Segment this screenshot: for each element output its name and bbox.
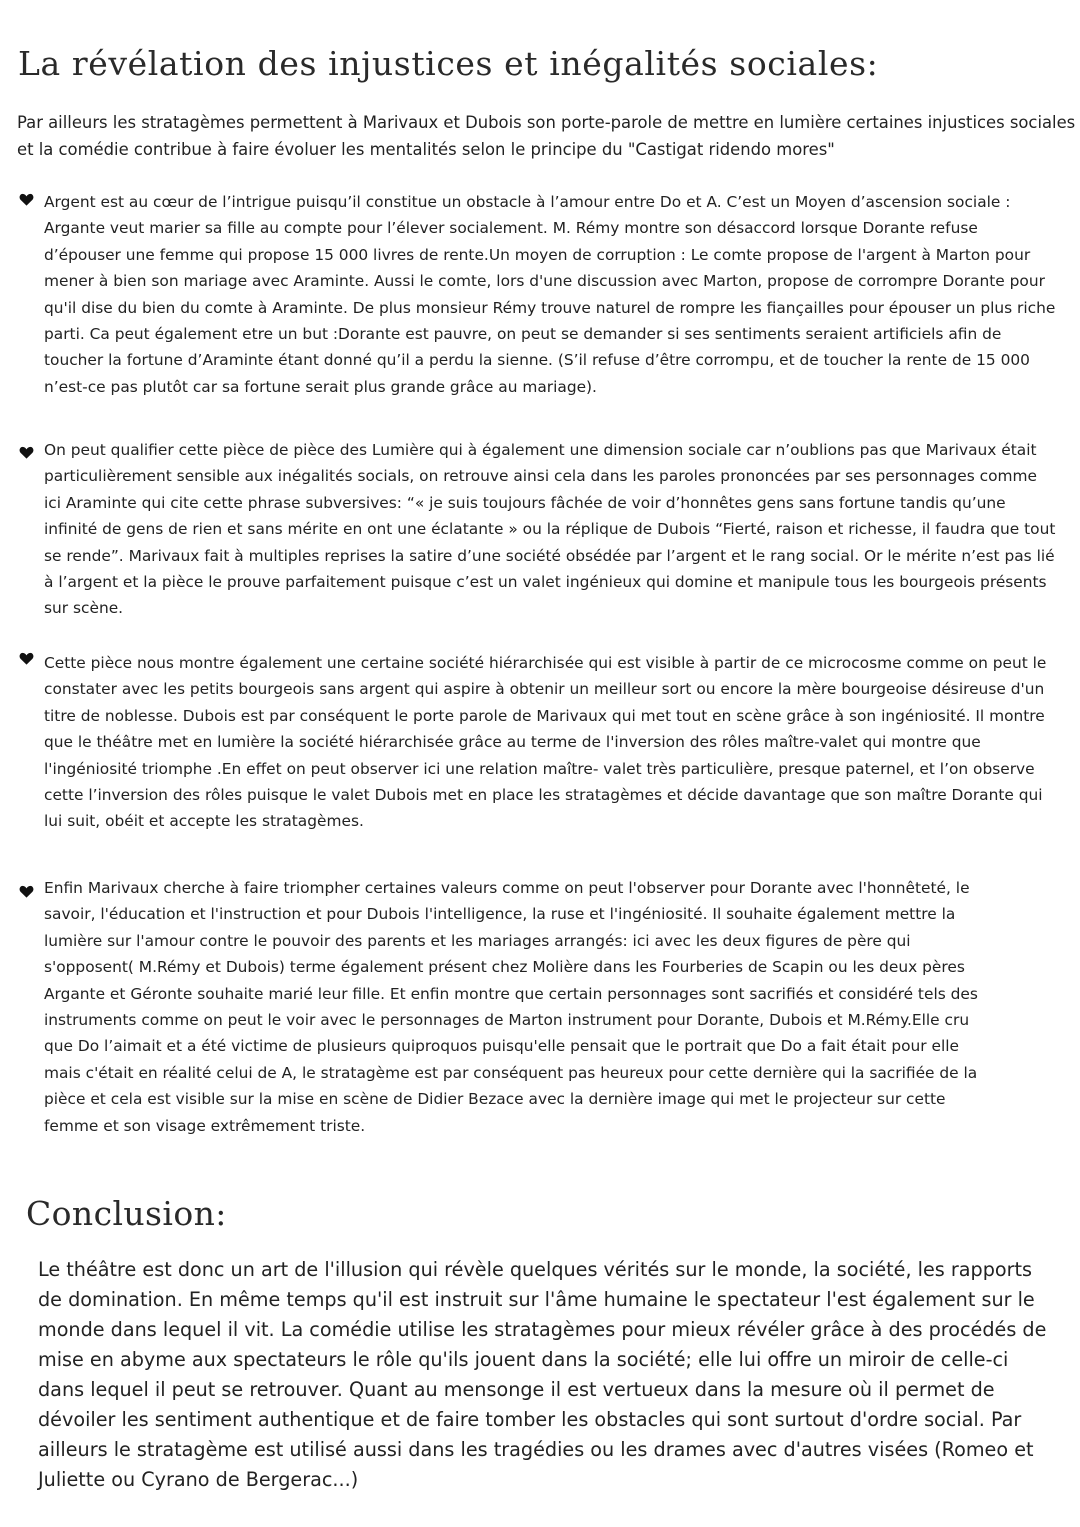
heart-icon xyxy=(19,884,34,899)
intro-paragraph: Par ailleurs les stratagèmes permettent à Marivaux et Dubois son porte-parole de mettre en lumière certaines injustices sociales et la comédie contribue à faire évoluer les mentalités selon le principe du "Castigat ridendo mores" xyxy=(17,113,1076,159)
heart-icon xyxy=(19,192,34,207)
conclusion-paragraph: Le théâtre est donc un art de l'illusion qui révèle quelques vérités sur le monde, la société, les rapports de domination. En même temps qu'il est instruit sur l'âme humaine le spectateur l'est également sur le monde dans lequel il vit. La comédie utilise les stratagèmes pour mieux révéler grâce à des procédés de mise en abyme aux spectateurs le rôle qu'ils jouent dans la société; elle lui offre un miroir de celle-ci dans lequel il peut se retrouver. Quant au mensonge il est vertueux dans la mesure où il permet de dévoiler les sentiment authentique et de faire tomber les obstacles qui sont surtout d'ordre social. Par ailleurs le stratagème est utilisé aussi dans les tragédies ou les drames avec d'autres visées (Romeo et Juliette ou Cyrano de Bergerac...) xyxy=(38,1258,1047,1491)
bullet-paragraph-3: Cette pièce nous montre également une certaine société hiérarchisée qui est visible à partir de ce microcosme comme on peut le constater avec les petits bourgeois sans argent qui aspire à obtenir un meilleur sort ou encore la mère bourgeoise désireuse d'un titre de noblesse. Dubois est par conséquent le porte parole de Marivaux qui met tout en scène grâce à son ingéniosité. Il montre que le théâtre met en lumière la société hiérarchisée grâce au terme de l'inversion des rôles maître-valet qui montre que l'ingéniosité triomphe .En effet on peut observer ici une relation maître- valet très particulière, presque paternel, et l’on observe cette l’inversion des rôles puisque le valet Dubois met en place les stratagèmes et décide davantage que son maître Dorante qui lui suit, obéit et accepte les stratagèmes. xyxy=(44,654,1047,831)
conclusion-title: Conclusion: xyxy=(26,1194,227,1233)
section-title: La révélation des injustices et inégalités sociales: xyxy=(18,44,879,83)
bullet-paragraph-2: On peut qualifier cette pièce de pièce des Lumière qui à également une dimension sociale car n’oublions pas que Marivaux était particulièrement sensible aux inégalités socials, on retrouve ainsi cela dans les paroles prononcées par ses personnages comme ici Araminte qui cite cette phrase subversives: “« je suis toujours fâchée de voir d’honnêtes gens sans fortune tandis qu’une infinité de gens de rien et sans mérite en ont une éclatante » ou la réplique de Dubois “Fierté, raison et richesse, il faudra que tout se rende”. Marivaux fait à multiples reprises la satire d’une société obsédée par l’argent et le rang social. Or le mérite n’est pas lié à l’argent et la pièce le prouve parfaitement puisque c’est un valet ingénieux qui domine et manipule tous les bourgeois présents sur scène. xyxy=(44,441,1056,618)
bullet-paragraph-1: Argent est au cœur de l’intrigue puisqu’il constitue un obstacle à l’amour entre Do et A. C’est un Moyen d’ascension sociale : Argante veut marier sa fille au compte pour l’élever socialement. M. Rémy montre son désaccord lorsque Dorante refuse d’épouser une femme qui propose 15 000 livres de rente.Un moyen de corruption : Le comte propose de l'argent à Marton pour mener à bien son mariage avec Araminte. Aussi le comte, lors d'une discussion avec Marton, propose de corrompre Dorante pour qu'il dise du bien du comte à Araminte. De plus monsieur Rémy trouve naturel de rompre les fiançailles pour épouser un plus riche parti. Ca peut également etre un but :Dorante est pauvre, on peut se demander si ses sentiments seraient artificiels afin de toucher la fortune d’Araminte étant donné qu’il a perdu la sienne. (S’il refuse d’être corrompu, et de toucher la rente de 15 000 n’est-ce pas plutôt car sa fortune serait plus grande grâce au mariage). xyxy=(44,193,1056,396)
heart-icon xyxy=(19,445,34,460)
bullet-paragraph-4: Enfin Marivaux cherche à faire triompher certaines valeurs comme on peut l'observer pour Dorante avec l'honnêteté, le savoir, l'éducation et l'instruction et pour Dubois l'intelligence, la ruse et l'ingéniosité. Il souhaite également mettre la lumière sur l'amour contre le pouvoir des parents et les mariages arrangés: ici avec les deux figures de père qui s'opposent( M.Rémy et Dubois) terme également présent chez Molière dans les Fourberies de Scapin ou les deux pères Argante et Géronte souhaite marié leur fille. Et enfin montre que certain personnages sont sacrifiés et considéré tels des instruments comme on peut le voir avec le personnages de Marton instrument pour Dorante, Dubois et M.Rémy.Elle cru que Do l’aimait et a été victime de plusieurs quiproquos puisqu'elle pensait que le portrait que Do a fait était pour elle mais c'était en réalité celui de A, le stratagème est par conséquent pas heureux pour cette dernière qui la sacrifiée de la pièce et cela est visible sur la mise en scène de Didier Bezace avec la dernière image qui met le projecteur sur cette femme et son visage extrêmement triste. xyxy=(44,879,978,1135)
heart-icon xyxy=(19,651,34,666)
